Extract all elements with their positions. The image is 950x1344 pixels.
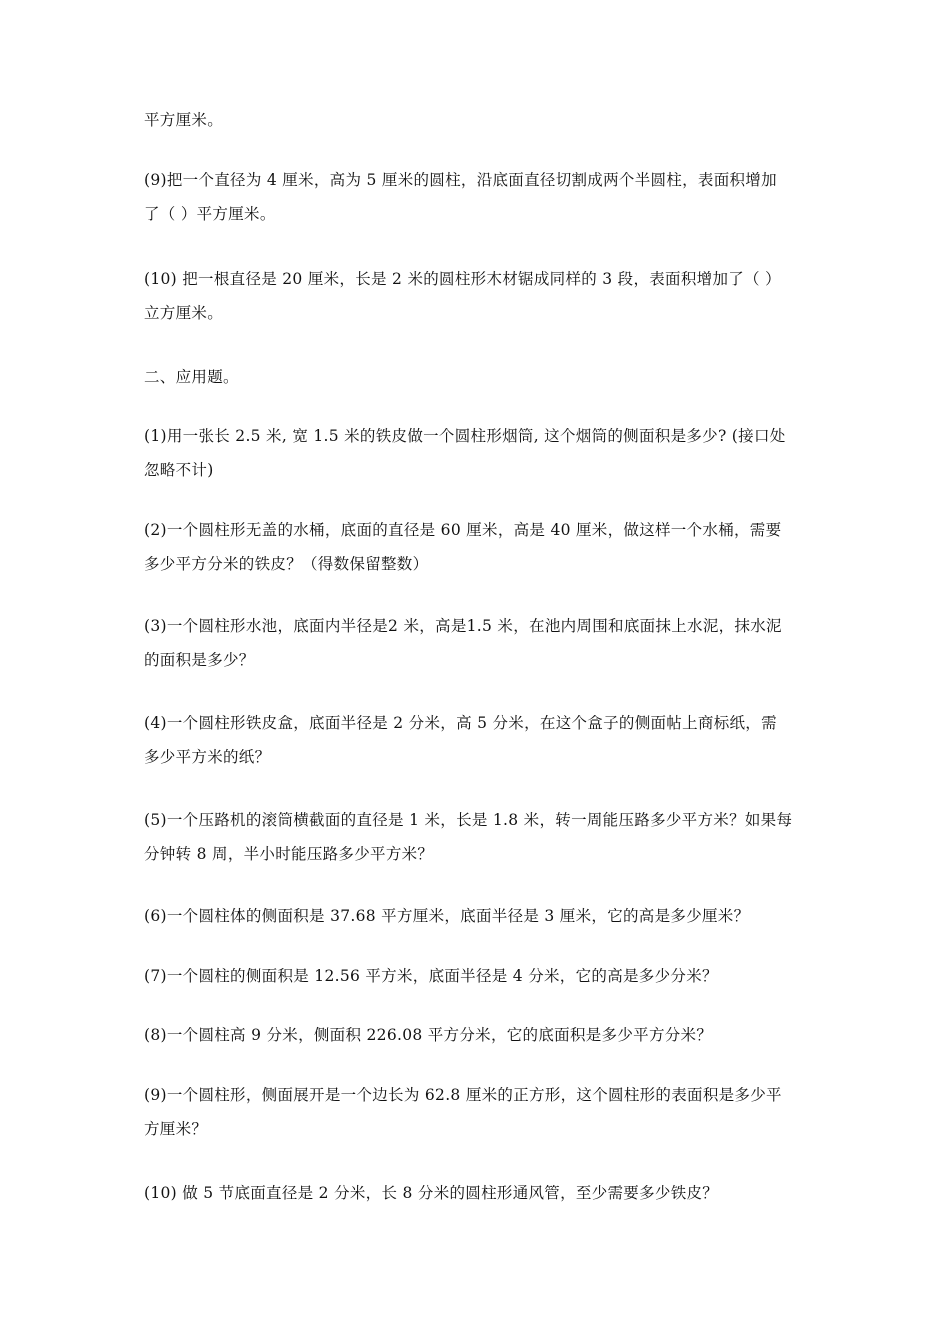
text-line: 多少平方米的纸？ [144, 748, 271, 766]
problem-7 [144, 959, 810, 993]
text-line: (10) 把一根直径是 20 厘米，长是 2 米的圆柱形木材锯成同样的 3 段，表面积增加了（ ） [144, 270, 781, 288]
section2-heading: 二、应用题。 [144, 368, 239, 386]
text-line: (9)一个圆柱形，侧面展开是一个边长为 62.8 厘米的正方形，这个圆柱形的表面积是多少平 [144, 1086, 782, 1104]
text-line: (10) 做 5 节底面直径是 2 分米，长 8 分米的圆柱形通风管，至少需要多少铁皮？ [144, 1184, 719, 1202]
text-line: 方厘米？ [144, 1120, 208, 1138]
fill-blank-9 [144, 163, 810, 231]
problem-5 [144, 803, 810, 871]
text-line: 平方厘米。 [144, 111, 224, 129]
text-line: 的面积是多少？ [144, 651, 255, 669]
problem-2 [144, 513, 810, 581]
text-line: (2)一个圆柱形无盖的水桶，底面的直径是 60 厘米，高是 40 厘米，做这样一个水桶，需要 [144, 521, 782, 539]
text-line: (8)一个圆柱高 9 分米，侧面积 226.08 平方分米，它的底面积是多少平方分米？ [144, 1026, 713, 1044]
problem-3 [144, 609, 810, 677]
text-line: (9)把一个直径为 4 厘米，高为 5 厘米的圆柱，沿底面直径切割成两个半圆柱，表面积增加 [144, 171, 777, 189]
text-line: 了（ ）平方厘米。 [144, 205, 276, 223]
fill-blank-10 [144, 262, 810, 330]
text-line: (4)一个圆柱形铁皮盒，底面半径是 2 分米，高 5 分米，在这个盒子的侧面帖上商标纸，需 [144, 714, 777, 732]
problem-8 [144, 1018, 810, 1052]
section-heading [144, 360, 810, 394]
text-line: (3)一个圆柱形水池，底面内半径是2 米，高是1.5 米，在池内周围和底面抹上水泥，抹水泥 [144, 617, 782, 635]
text-line: 立方厘米。 [144, 304, 224, 322]
problem-10 [144, 1176, 810, 1210]
text-line: (1)用一张长 2.5 米, 宽 1.5 米的铁皮做一个圆柱形烟筒, 这个烟筒的侧面积是多少? (接口处 [144, 427, 786, 445]
problem-9 [144, 1078, 810, 1146]
fragment-line [144, 103, 810, 137]
text-line: (5)一个压路机的滚筒横截面的直径是 1 米，长是 1.8 米，转一周能压路多少平方米？如果每 [144, 811, 793, 829]
text-line: 多少平方分米的铁皮？（得数保留整数） [144, 555, 429, 573]
text-line: (6)一个圆柱体的侧面积是 37.68 平方厘米，底面半径是 3 厘米，它的高是多少厘米？ [144, 907, 750, 925]
problem-1 [144, 419, 810, 487]
problem-4 [144, 706, 810, 774]
text-line: 分钟转 8 周，半小时能压路多少平方米？ [144, 845, 434, 863]
text-line: 忽略不计) [144, 461, 214, 479]
problem-6 [144, 899, 810, 933]
text-line: (7)一个圆柱的侧面积是 12.56 平方米，底面半径是 4 分米，它的高是多少分米？ [144, 967, 718, 985]
